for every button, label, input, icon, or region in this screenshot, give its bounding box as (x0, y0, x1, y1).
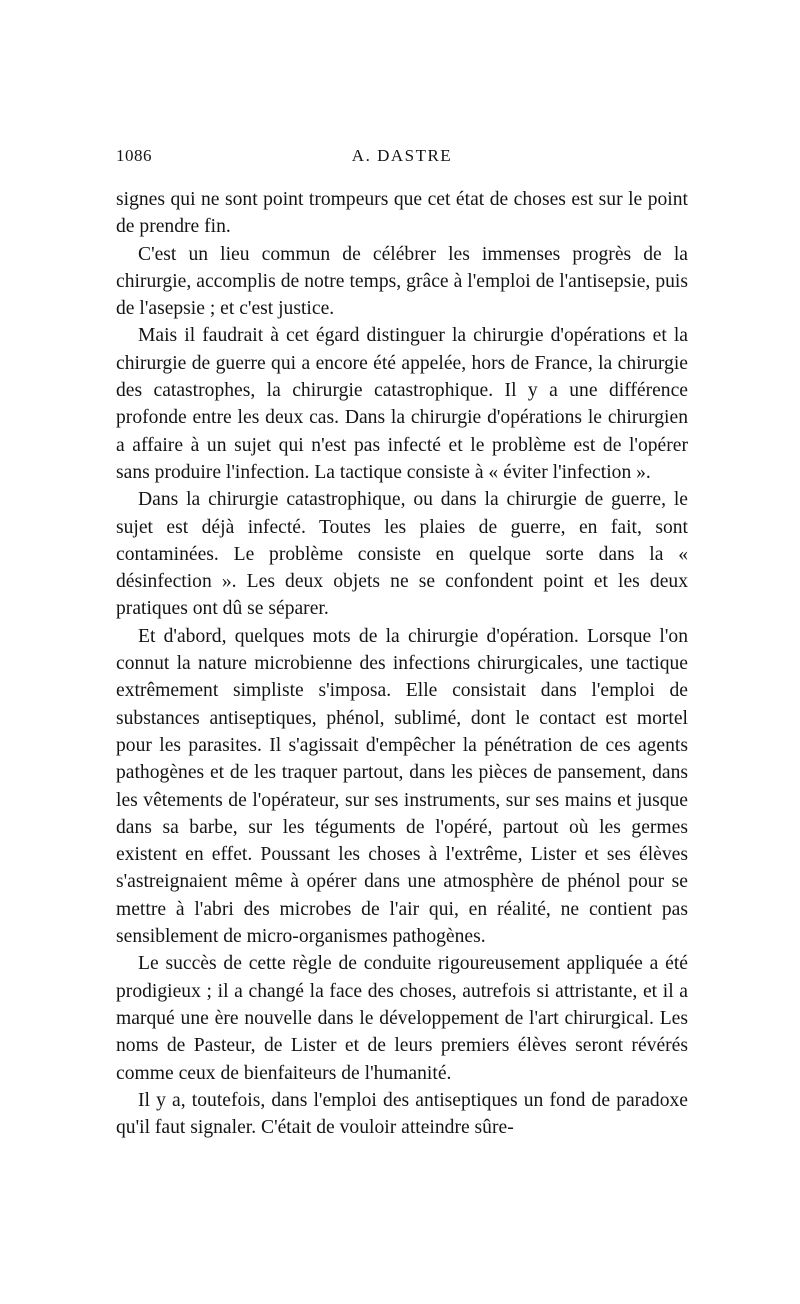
running-header (116, 146, 688, 176)
running-title: A. DASTRE (351, 146, 453, 165)
paragraph: Mais il faudrait à cet égard distinguer la chirurgie d'opérations et la chirurgie de guerre qui a encore été appelée, hors de France, la chirurgie des catastrophes, la chirurgie catastrophique. Il y a une différence profonde entre les deux cas. Dans la chirurgie d'opérations le chirurgien a affaire à un sujet qui n'est pas infecté et le problème est de l'opérer sans produire l'infection. La tactique consiste à « éviter l'infection ». (116, 325, 688, 483)
paragraph-continued: signes qui ne sont point trompeurs que cet état de choses est sur le point de prendre fin. (116, 189, 688, 238)
paragraph: C'est un lieu commun de célébrer les immenses progrès de la chirurgie, accomplis de notre temps, grâce à l'emploi de l'antisepsie, puis de l'asepsie ; et c'est justice. (116, 243, 688, 320)
book-page (116, 146, 688, 1141)
paragraph: Et d'abord, quelques mots de la chirurgie d'opération. Lorsque l'on connut la nature microbienne des infections chirurgicales, une tactique extrêmement simpliste s'imposa. Elle consistait dans l'emploi de substances antiseptiques, phénol, sublimé, dont le contact est mortel pour les parasites. Il s'agissait d'empêcher la pénétration de ces agents pathogènes et de les traquer partout, dans les pièces de pansement, dans les vêtements de l'opérateur, sur ses instruments, sur ses mains et jusque dans sa barbe, sur les téguments de l'opéré, partout où les germes existent en effet. Poussant les choses à l'extrême, Lister et ses élèves s'astreignaient même à opérer dans une atmosphère de phénol pour se mettre à l'abri des microbes de l'air qui, en réalité, ne contient pas sensiblement de micro-organismes pathogènes. (116, 625, 688, 948)
paragraph: Il y a, toutefois, dans l'emploi des antiseptiques un fond de paradoxe qu'il faut signaler. C'était de vouloir atteindre sûre- (116, 1089, 688, 1139)
paragraph: Dans la chirurgie catastrophique, ou dans la chirurgie de guerre, le sujet est déjà infecté. Toutes les plaies de guerre, en fait, sont contaminées. Le problème consiste en quelque sorte dans la « désinfection ». Les deux objets ne se confondent point et les deux pratiques ont dû se séparer. (116, 489, 688, 620)
body-text (116, 186, 688, 1141)
page-number: 1086 (116, 146, 152, 165)
paragraph: Le succès de cette règle de conduite rigoureusement appliquée a été prodigieux ; il a changé la face des choses, autrefois si attristante, et il a marqué une ère nouvelle dans le développement de l'art chirurgical. Les noms de Pasteur, de Lister et de leurs premiers élèves seront révérés comme ceux de bienfaiteurs de l'humanité. (116, 953, 688, 1084)
